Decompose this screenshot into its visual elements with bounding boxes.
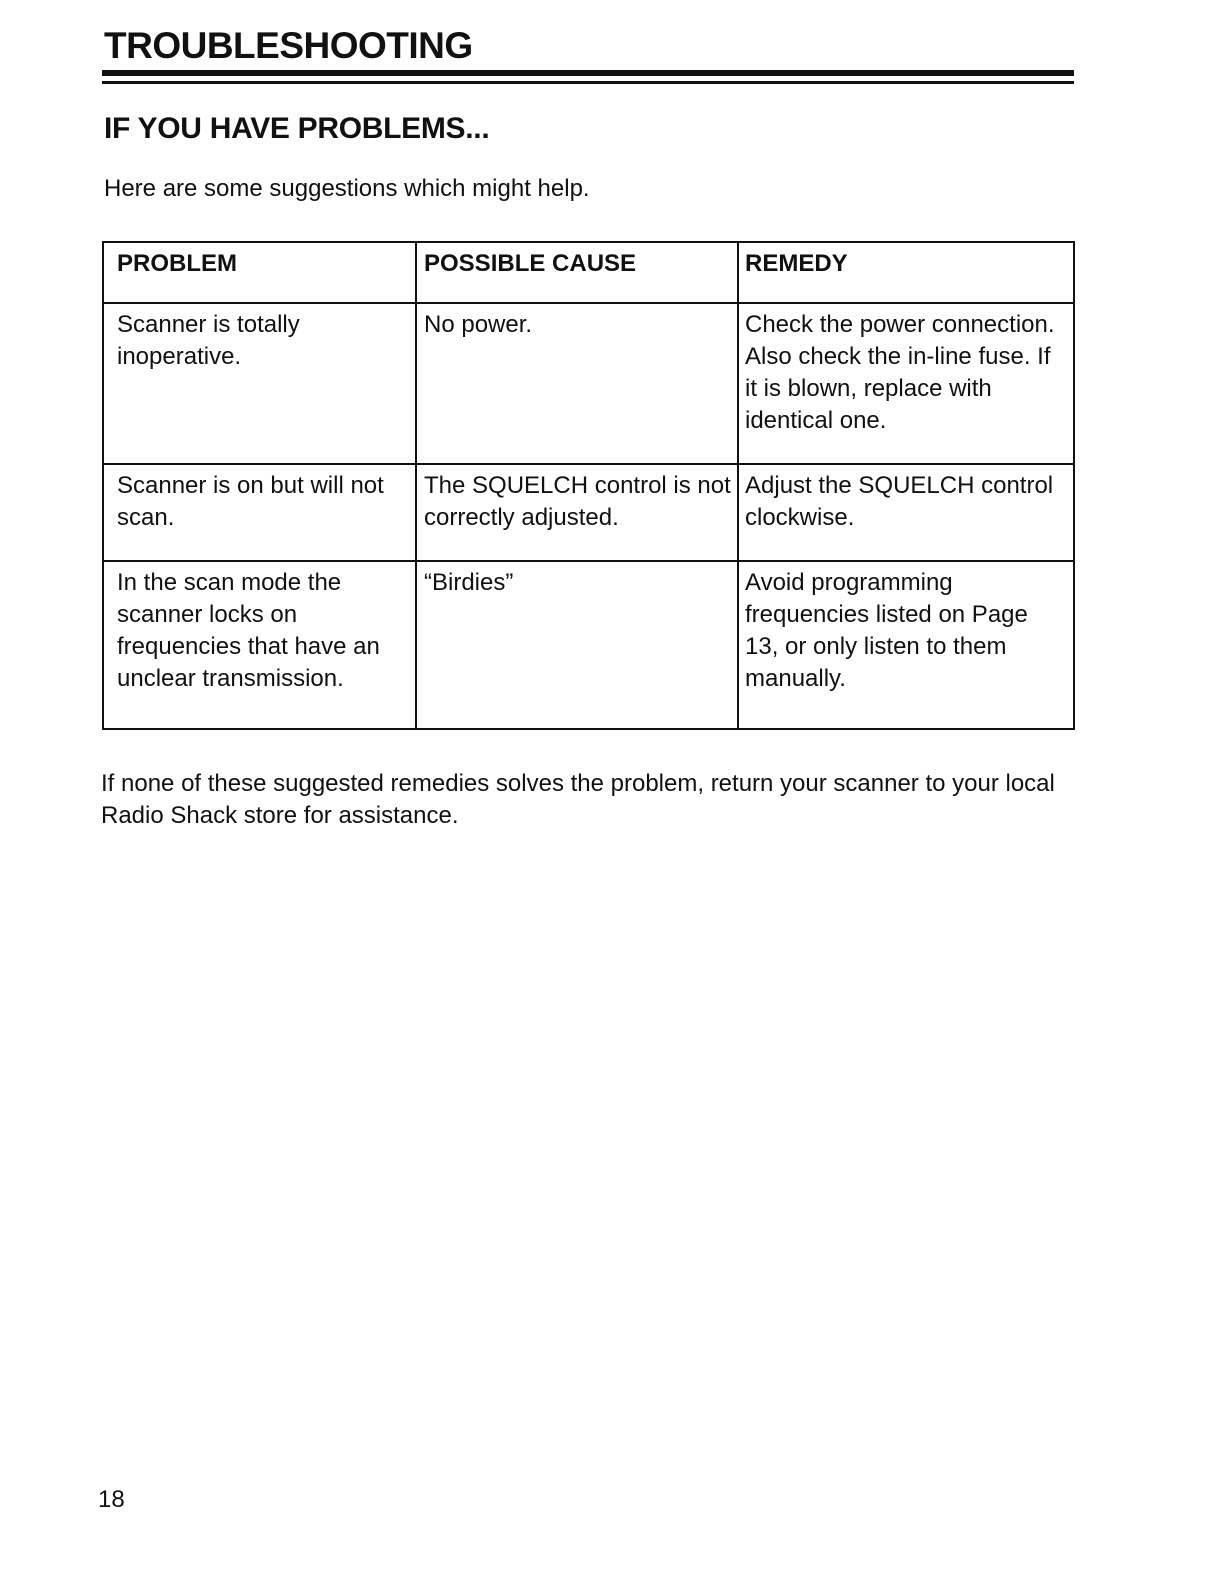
troubleshooting-table xyxy=(102,241,1075,730)
cause-cell: No power. xyxy=(416,303,738,464)
section-heading: IF YOU HAVE PROBLEMS... xyxy=(104,112,490,145)
title-rule-thick xyxy=(102,70,1074,76)
table-row xyxy=(103,303,1074,464)
cause-cell: The SQUELCH control is not correctly adjusted. xyxy=(416,464,738,561)
remedy-cell: Avoid programming frequencies listed on Page 13, or only listen to them manually. xyxy=(738,561,1074,729)
closing-text: If none of these suggested remedies solves the problem, return your scanner to your local Radio Shack store for assistance. xyxy=(101,770,1055,829)
remedy-cell: Adjust the SQUELCH control clockwise. xyxy=(738,464,1074,561)
problem-cell: Scanner is on but will not scan. xyxy=(103,464,416,561)
table-header-row xyxy=(103,242,1074,303)
intro-text: Here are some suggestions which might help. xyxy=(104,175,590,202)
header-possible-cause: POSSIBLE CAUSE xyxy=(416,242,738,303)
table-row xyxy=(103,561,1074,729)
remedy-cell: Check the power connection. Also check the in-line fuse. If it is blown, replace with identical one. xyxy=(738,303,1074,464)
header-problem: PROBLEM xyxy=(103,242,416,303)
problem-cell: In the scan mode the scanner locks on frequencies that have an unclear transmission. xyxy=(103,561,416,729)
cause-cell: “Birdies” xyxy=(416,561,738,729)
problem-cell: Scanner is totally inoperative. xyxy=(103,303,416,464)
page-number: 18 xyxy=(98,1486,125,1513)
page-title: TROUBLESHOOTING xyxy=(104,25,473,66)
header-remedy: REMEDY xyxy=(738,242,1074,303)
table-row xyxy=(103,464,1074,561)
title-rule-thin xyxy=(102,81,1074,84)
